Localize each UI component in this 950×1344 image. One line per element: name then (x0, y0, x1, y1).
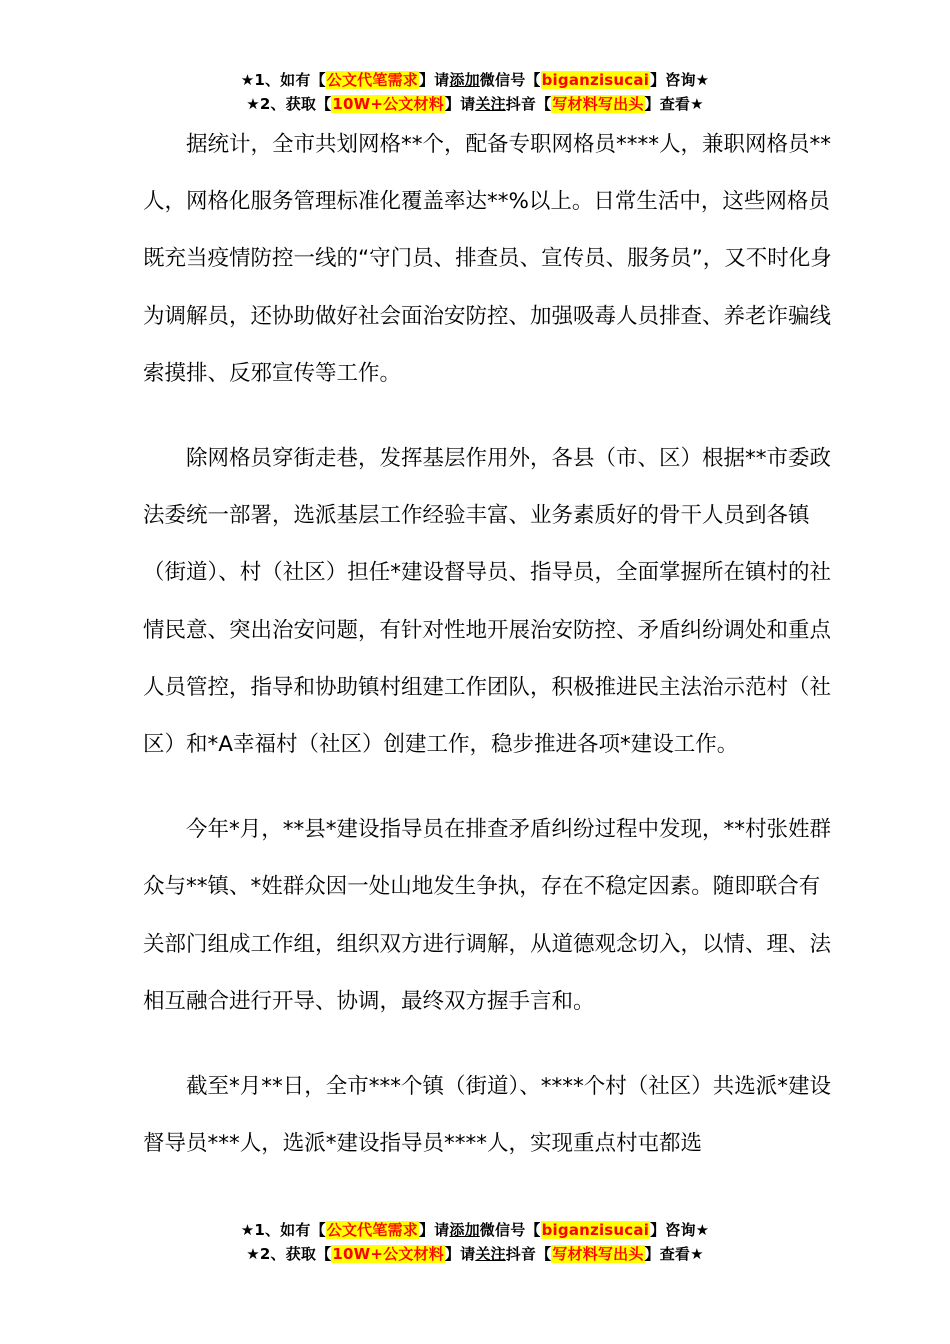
banner-highlight: 10W+公文材料 (332, 95, 444, 113)
footer-banner (0, 1218, 950, 1266)
banner-line-1: ★1、如有【公文代笔需求】请添加微信号【biganzisucai】咨询★ (240, 71, 710, 89)
banner-line-1: ★1、如有【公文代笔需求】请添加微信号【biganzisucai】咨询★ (240, 1221, 710, 1239)
banner-emphasis: 关注 (475, 1245, 506, 1263)
banner-douyin-id: 写材料写出头 (552, 95, 644, 113)
banner-emphasis: 添加 (449, 1221, 480, 1239)
header-banner (0, 68, 950, 116)
document-body (143, 116, 833, 1172)
banner-highlight: 10W+公文材料 (332, 1245, 444, 1263)
banner-emphasis: 添加 (449, 71, 480, 89)
paragraph-4: 截至*月**日，全市***个镇（街道）、****个村（社区）共选派*建设督导员***人，选派*建设指导员****人，实现重点村屯都选 (143, 1074, 832, 1157)
paragraph-3: 今年*月，**县*建设指导员在排查矛盾纠纷过程中发现，**村张姓群众与**镇、*姓群众因一处山地发生争执，存在不稳定因素。随即联合有关部门组成工作组，组织双方进行调解，从道德观念切入，以情、理、法相互融合进行开导、协调，最终双方握手言和。 (143, 817, 832, 1014)
paragraph-1: 据统计，全市共划网格**个，配备专职网格员****人，兼职网格员**人，网格化服务管理标准化覆盖率达**%以上。日常生活中，这些网格员既充当疫情防控一线的“守门员、排查员、宣传员、服务员”，又不时化身为调解员，还协助做好社会面治安防控、加强吸毒人员排查、养老诈骗线索摸排、反邪宣传等工作。 (143, 132, 832, 386)
paragraph-2: 除网格员穿街走巷，发挥基层作用外，各县（市、区）根据**市委政法委统一部署，选派基层工作经验丰富、业务素质好的骨干人员到各镇（街道）、村（社区）担任*建设督导员、指导员，全面掌握所在镇村的社情民意、突出治安问题，有针对性地开展治安防控、矛盾纠纷调处和重点人员管控，指导和协助镇村组建工作团队，积极推进民主法治示范村（社区）和*A幸福村（社区）创建工作，稳步推进各项*建设工作。 (143, 446, 832, 758)
banner-highlight: 公文代笔需求 (326, 71, 418, 89)
banner-line-2: ★2、获取【10W+公文材料】请关注抖音【写材料写出头】查看★ (246, 95, 704, 113)
banner-line-2: ★2、获取【10W+公文材料】请关注抖音【写材料写出头】查看★ (246, 1245, 704, 1263)
banner-wechat-id: biganzisucai (541, 1221, 650, 1239)
banner-douyin-id: 写材料写出头 (552, 1245, 644, 1263)
banner-emphasis: 关注 (475, 95, 506, 113)
banner-highlight: 公文代笔需求 (326, 1221, 418, 1239)
banner-wechat-id: biganzisucai (541, 71, 650, 89)
